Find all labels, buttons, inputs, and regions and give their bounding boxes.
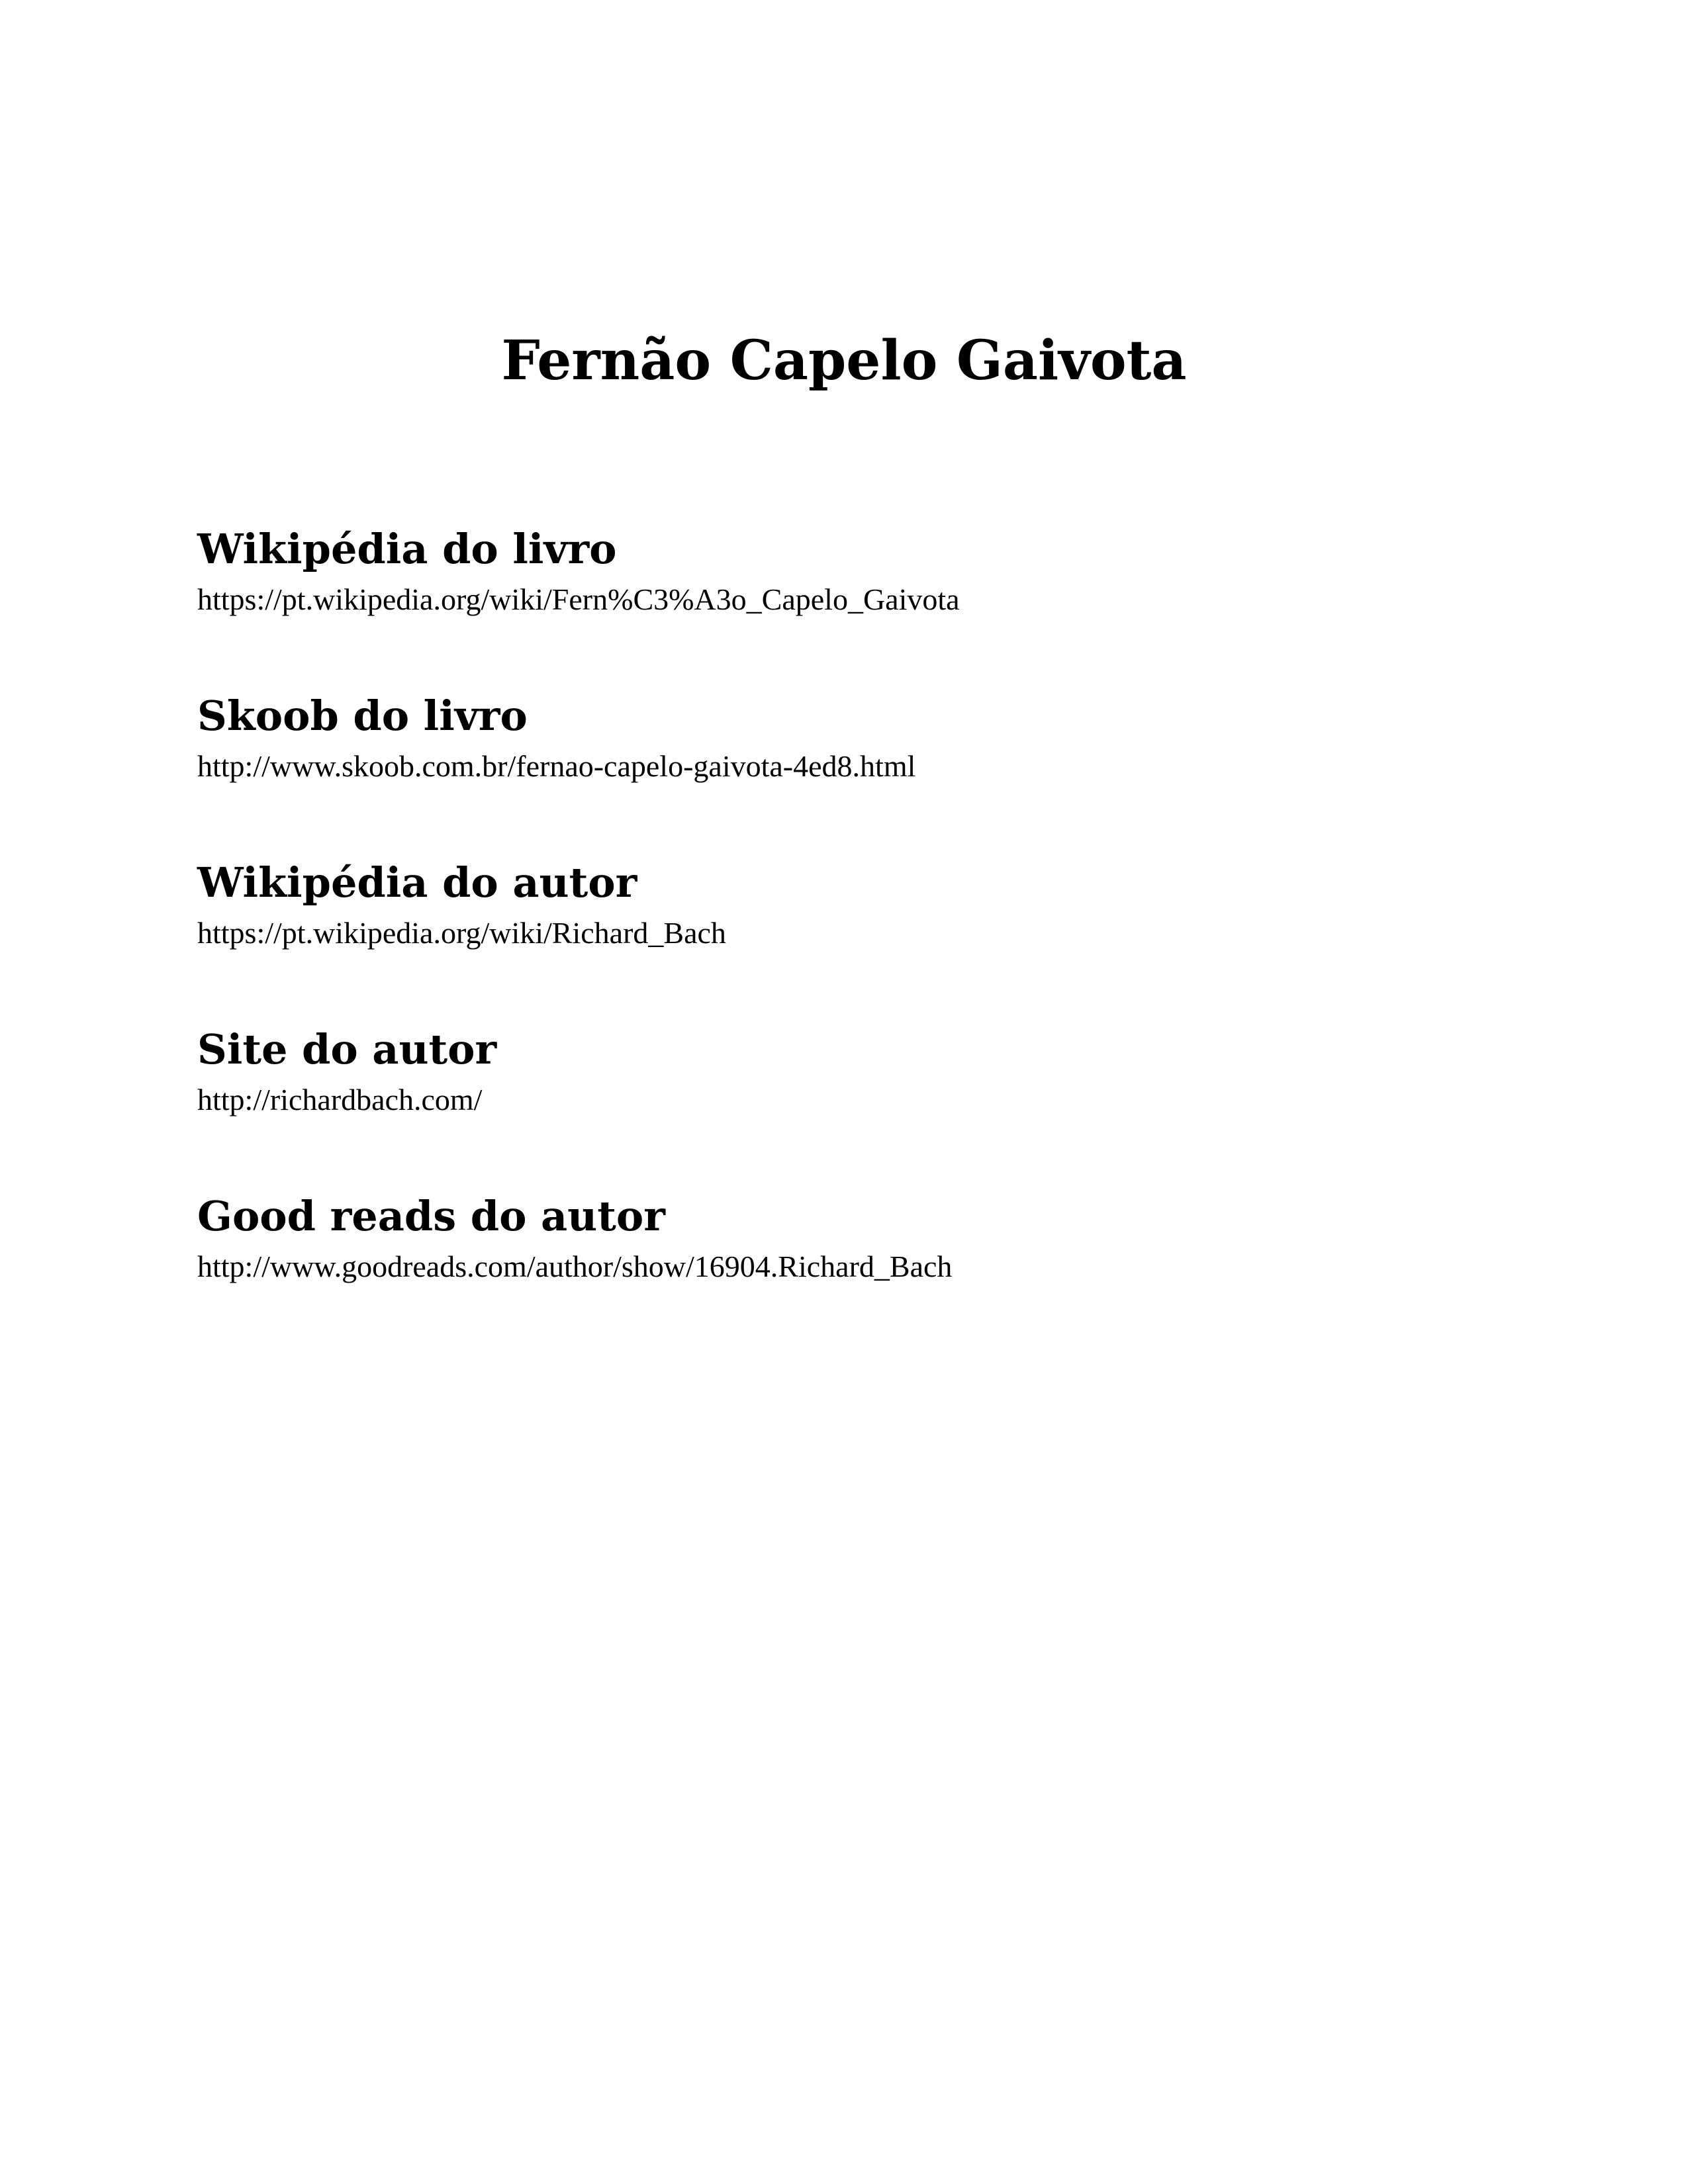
section-heading: Site do autor: [197, 1025, 497, 1073]
link-section-book-skoob: [197, 690, 1521, 786]
link-section-author-goodreads: [197, 1190, 1521, 1287]
section-url: [197, 580, 1521, 619]
book-wikipedia-link[interactable]: https://pt.wikipedia.org/wiki/Fern%C3%A3o_Capelo_Gaivota: [197, 582, 960, 616]
section-heading: Wikipédia do livro: [197, 525, 617, 573]
section-heading: Skoob do livro: [197, 692, 528, 740]
section-url: [197, 1080, 1521, 1120]
page-title: Fernão Capelo Gaivota: [501, 329, 1187, 392]
author-site-link[interactable]: http://richardbach.com/: [197, 1083, 483, 1116]
section-url: [197, 913, 1521, 953]
section-heading: Good reads do autor: [197, 1192, 665, 1240]
author-wikipedia-link[interactable]: https://pt.wikipedia.org/wiki/Richard_Bach: [197, 916, 726, 950]
section-url: [197, 1247, 1521, 1287]
link-section-author-site: [197, 1023, 1521, 1120]
link-section-author-wikipedia: [197, 856, 1521, 953]
book-skoob-link[interactable]: http://www.skoob.com.br/fernao-capelo-gaivota-4ed8.html: [197, 749, 916, 783]
section-heading: Wikipédia do autor: [197, 858, 637, 907]
author-goodreads-link[interactable]: http://www.goodreads.com/author/show/16904.Richard_Bach: [197, 1250, 953, 1283]
link-section-book-wikipedia: [197, 523, 1521, 619]
section-url: [197, 747, 1521, 786]
